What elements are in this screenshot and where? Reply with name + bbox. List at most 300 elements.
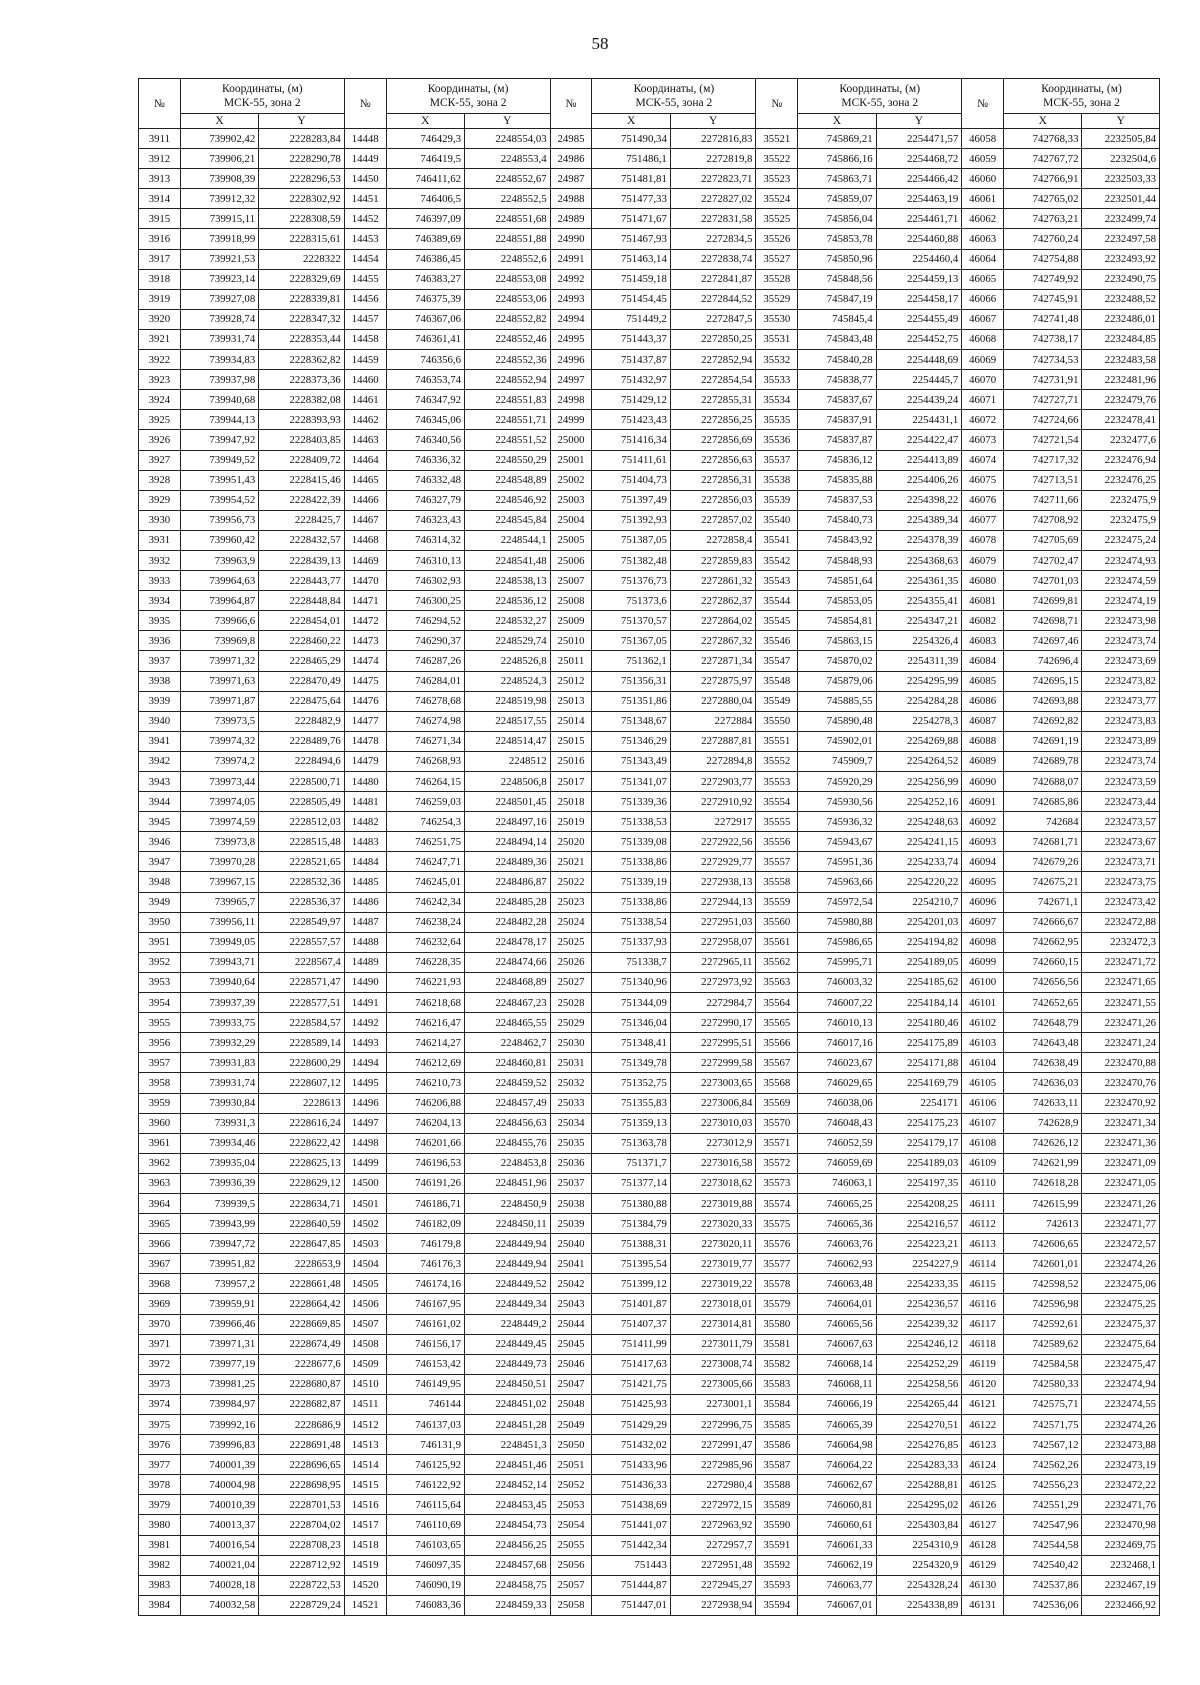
x-coordinate-cell: 751397,49 bbox=[592, 490, 670, 510]
table-row bbox=[139, 470, 1160, 490]
x-coordinate-cell: 742666,67 bbox=[1004, 912, 1082, 932]
y-coordinate-cell: 2228647,85 bbox=[259, 1234, 345, 1254]
y-coordinate-cell: 2248459,33 bbox=[465, 1595, 551, 1615]
table-row bbox=[139, 209, 1160, 229]
x-coordinate-cell: 742763,21 bbox=[1004, 209, 1082, 229]
y-coordinate-cell: 2248486,87 bbox=[465, 872, 551, 892]
x-coordinate-cell: 746356,6 bbox=[386, 350, 464, 370]
x-coordinate-cell: 745853,05 bbox=[798, 591, 876, 611]
y-header: Y bbox=[465, 114, 551, 129]
x-coordinate-cell: 746122,92 bbox=[386, 1475, 464, 1495]
y-coordinate-cell: 2248553,06 bbox=[465, 289, 551, 309]
point-number-cell: 3949 bbox=[139, 892, 181, 912]
point-number-cell: 14512 bbox=[344, 1415, 386, 1435]
table-row bbox=[139, 1053, 1160, 1073]
point-number-cell: 25042 bbox=[550, 1274, 592, 1294]
x-coordinate-cell: 742713,51 bbox=[1004, 470, 1082, 490]
point-number-cell: 3973 bbox=[139, 1374, 181, 1394]
x-coordinate-cell: 746063,76 bbox=[798, 1234, 876, 1254]
y-coordinate-cell: 2254295,99 bbox=[876, 671, 962, 691]
table-row bbox=[139, 229, 1160, 249]
point-number-cell: 3944 bbox=[139, 792, 181, 812]
point-number-cell: 14489 bbox=[344, 952, 386, 972]
y-coordinate-cell: 2254328,24 bbox=[876, 1575, 962, 1595]
x-coordinate-cell: 751407,37 bbox=[592, 1314, 670, 1334]
y-coordinate-cell: 2232471,72 bbox=[1082, 952, 1160, 972]
x-coordinate-cell: 742692,82 bbox=[1004, 711, 1082, 731]
y-coordinate-cell: 2254239,32 bbox=[876, 1314, 962, 1334]
y-coordinate-cell: 2248553,08 bbox=[465, 269, 551, 289]
x-coordinate-cell: 751339,19 bbox=[592, 872, 670, 892]
point-number-cell: 3923 bbox=[139, 370, 181, 390]
x-coordinate-cell: 746066,19 bbox=[798, 1394, 876, 1414]
x-coordinate-cell: 745837,87 bbox=[798, 430, 876, 450]
x-coordinate-cell: 751411,61 bbox=[592, 450, 670, 470]
point-number-cell: 25030 bbox=[550, 1033, 592, 1053]
y-coordinate-cell: 2228439,13 bbox=[259, 550, 345, 570]
table-row bbox=[139, 872, 1160, 892]
y-coordinate-cell: 2228470,49 bbox=[259, 671, 345, 691]
y-coordinate-cell: 2232501,44 bbox=[1082, 189, 1160, 209]
x-coordinate-cell: 746221,93 bbox=[386, 972, 464, 992]
y-coordinate-cell: 2248524,3 bbox=[465, 671, 551, 691]
x-coordinate-cell: 746345,06 bbox=[386, 410, 464, 430]
point-number-cell: 25025 bbox=[550, 932, 592, 952]
y-coordinate-cell: 2232466,92 bbox=[1082, 1595, 1160, 1615]
point-number-cell: 14468 bbox=[344, 530, 386, 550]
y-coordinate-cell: 2228682,87 bbox=[259, 1394, 345, 1414]
x-coordinate-cell: 751447,01 bbox=[592, 1595, 670, 1615]
table-row bbox=[139, 510, 1160, 530]
point-number-cell: 25057 bbox=[550, 1575, 592, 1595]
x-coordinate-cell: 739964,87 bbox=[180, 591, 258, 611]
x-coordinate-cell: 742556,23 bbox=[1004, 1475, 1082, 1495]
point-number-cell: 35539 bbox=[756, 490, 798, 510]
x-coordinate-cell: 739974,59 bbox=[180, 812, 258, 832]
y-coordinate-cell: 2228577,51 bbox=[259, 993, 345, 1013]
y-coordinate-cell: 2273008,74 bbox=[670, 1354, 756, 1374]
x-coordinate-cell: 739931,3 bbox=[180, 1113, 258, 1133]
point-number-cell: 25023 bbox=[550, 892, 592, 912]
point-number-cell: 46110 bbox=[962, 1173, 1004, 1193]
table-row bbox=[139, 1314, 1160, 1334]
point-number-cell: 25020 bbox=[550, 832, 592, 852]
x-coordinate-cell: 745936,32 bbox=[798, 812, 876, 832]
x-coordinate-cell: 746216,47 bbox=[386, 1013, 464, 1033]
x-coordinate-cell: 746083,36 bbox=[386, 1595, 464, 1615]
x-coordinate-cell: 745835,88 bbox=[798, 470, 876, 490]
table-header bbox=[139, 79, 1160, 129]
y-coordinate-cell: 2228634,71 bbox=[259, 1193, 345, 1213]
point-number-cell: 35557 bbox=[756, 852, 798, 872]
point-number-cell: 14451 bbox=[344, 189, 386, 209]
x-coordinate-cell: 742689,78 bbox=[1004, 751, 1082, 771]
y-coordinate-cell: 2232481,96 bbox=[1082, 370, 1160, 390]
y-coordinate-cell: 2272880,04 bbox=[670, 691, 756, 711]
table-row bbox=[139, 1193, 1160, 1213]
y-coordinate-cell: 2254361,35 bbox=[876, 571, 962, 591]
point-number-cell: 35548 bbox=[756, 671, 798, 691]
y-coordinate-cell: 2248532,27 bbox=[465, 611, 551, 631]
y-coordinate-cell: 2272996,75 bbox=[670, 1415, 756, 1435]
y-coordinate-cell: 2248453,45 bbox=[465, 1495, 551, 1515]
y-coordinate-cell: 2232474,26 bbox=[1082, 1415, 1160, 1435]
y-coordinate-cell: 2248449,73 bbox=[465, 1354, 551, 1374]
x-coordinate-cell: 746259,03 bbox=[386, 792, 464, 812]
y-coordinate-cell: 2228701,53 bbox=[259, 1495, 345, 1515]
x-coordinate-cell: 746254,3 bbox=[386, 812, 464, 832]
point-number-cell: 46070 bbox=[962, 370, 1004, 390]
y-coordinate-cell: 2228460,22 bbox=[259, 631, 345, 651]
point-number-cell: 14479 bbox=[344, 751, 386, 771]
x-coordinate-cell: 746238,24 bbox=[386, 912, 464, 932]
x-coordinate-cell: 739937,98 bbox=[180, 370, 258, 390]
x-coordinate-cell: 746302,93 bbox=[386, 571, 464, 591]
x-coordinate-cell: 746284,01 bbox=[386, 671, 464, 691]
y-coordinate-cell: 2228308,59 bbox=[259, 209, 345, 229]
x-coordinate-cell: 751467,93 bbox=[592, 229, 670, 249]
y-header: Y bbox=[259, 114, 345, 129]
y-coordinate-cell: 2272859,83 bbox=[670, 550, 756, 570]
table-row bbox=[139, 1254, 1160, 1274]
point-number-cell: 25018 bbox=[550, 792, 592, 812]
point-number-cell: 25009 bbox=[550, 611, 592, 631]
x-coordinate-cell: 746196,53 bbox=[386, 1153, 464, 1173]
y-coordinate-cell: 2228425,7 bbox=[259, 510, 345, 530]
point-number-cell: 25026 bbox=[550, 952, 592, 972]
point-number-cell: 35556 bbox=[756, 832, 798, 852]
point-number-cell: 14502 bbox=[344, 1214, 386, 1234]
x-coordinate-cell: 742765,02 bbox=[1004, 189, 1082, 209]
point-number-cell: 3966 bbox=[139, 1234, 181, 1254]
table-row bbox=[139, 1495, 1160, 1515]
y-coordinate-cell: 2228362,82 bbox=[259, 350, 345, 370]
point-number-cell: 3956 bbox=[139, 1033, 181, 1053]
y-coordinate-cell: 2272867,32 bbox=[670, 631, 756, 651]
point-number-cell: 25052 bbox=[550, 1475, 592, 1495]
point-number-cell: 46064 bbox=[962, 249, 1004, 269]
x-coordinate-cell: 742636,03 bbox=[1004, 1073, 1082, 1093]
point-number-cell: 35577 bbox=[756, 1254, 798, 1274]
point-number-cell: 24996 bbox=[550, 350, 592, 370]
x-coordinate-cell: 742679,26 bbox=[1004, 852, 1082, 872]
table-row bbox=[139, 1234, 1160, 1254]
y-coordinate-cell: 2248451,3 bbox=[465, 1435, 551, 1455]
y-coordinate-cell: 2228302,92 bbox=[259, 189, 345, 209]
y-coordinate-cell: 2254468,72 bbox=[876, 149, 962, 169]
y-coordinate-cell: 2273019,22 bbox=[670, 1274, 756, 1294]
point-number-cell: 24985 bbox=[550, 129, 592, 149]
y-coordinate-cell: 2232473,77 bbox=[1082, 691, 1160, 711]
point-number-cell: 14516 bbox=[344, 1495, 386, 1515]
point-number-cell: 3925 bbox=[139, 410, 181, 430]
point-number-cell: 3926 bbox=[139, 430, 181, 450]
x-coordinate-cell: 745836,12 bbox=[798, 450, 876, 470]
y-coordinate-cell: 2248459,52 bbox=[465, 1073, 551, 1093]
y-coordinate-cell: 2248449,34 bbox=[465, 1294, 551, 1314]
point-number-cell: 46106 bbox=[962, 1093, 1004, 1113]
point-number-cell: 46126 bbox=[962, 1495, 1004, 1515]
y-coordinate-cell: 2228661,48 bbox=[259, 1274, 345, 1294]
table-row bbox=[139, 932, 1160, 952]
x-coordinate-cell: 746247,71 bbox=[386, 852, 464, 872]
point-number-cell: 14476 bbox=[344, 691, 386, 711]
x-coordinate-cell: 739957,2 bbox=[180, 1274, 258, 1294]
y-coordinate-cell: 2254463,19 bbox=[876, 189, 962, 209]
point-number-cell: 3947 bbox=[139, 852, 181, 872]
x-coordinate-cell: 751443 bbox=[592, 1555, 670, 1575]
y-coordinate-cell: 2254236,57 bbox=[876, 1294, 962, 1314]
y-coordinate-cell: 2228475,64 bbox=[259, 691, 345, 711]
y-coordinate-cell: 2248501,45 bbox=[465, 792, 551, 812]
point-number-cell: 35576 bbox=[756, 1234, 798, 1254]
x-coordinate-cell: 745943,67 bbox=[798, 832, 876, 852]
table-row bbox=[139, 410, 1160, 430]
x-coordinate-cell: 739931,83 bbox=[180, 1053, 258, 1073]
point-number-cell: 14459 bbox=[344, 350, 386, 370]
point-number-cell: 14499 bbox=[344, 1153, 386, 1173]
x-coordinate-cell: 746090,19 bbox=[386, 1575, 464, 1595]
x-coordinate-cell: 742698,71 bbox=[1004, 611, 1082, 631]
x-coordinate-cell: 746149,95 bbox=[386, 1374, 464, 1394]
x-coordinate-cell: 745951,36 bbox=[798, 852, 876, 872]
x-coordinate-cell: 746375,39 bbox=[386, 289, 464, 309]
y-coordinate-cell: 2228422,39 bbox=[259, 490, 345, 510]
point-number-cell: 3974 bbox=[139, 1394, 181, 1414]
point-number-cell: 3983 bbox=[139, 1575, 181, 1595]
y-coordinate-cell: 2228600,29 bbox=[259, 1053, 345, 1073]
y-coordinate-cell: 2228677,6 bbox=[259, 1354, 345, 1374]
point-number-cell: 25028 bbox=[550, 993, 592, 1013]
point-number-cell: 14462 bbox=[344, 410, 386, 430]
point-number-cell: 46093 bbox=[962, 832, 1004, 852]
x-coordinate-cell: 742567,12 bbox=[1004, 1435, 1082, 1455]
y-coordinate-cell: 2248468,89 bbox=[465, 972, 551, 992]
y-coordinate-cell: 2228505,49 bbox=[259, 792, 345, 812]
point-number-cell: 3964 bbox=[139, 1193, 181, 1213]
point-number-cell: 14519 bbox=[344, 1555, 386, 1575]
x-coordinate-cell: 745869,21 bbox=[798, 129, 876, 149]
point-number-cell: 3920 bbox=[139, 309, 181, 329]
point-number-cell: 46109 bbox=[962, 1153, 1004, 1173]
table-row bbox=[139, 189, 1160, 209]
num-header: № bbox=[962, 79, 1004, 129]
point-number-cell: 35568 bbox=[756, 1073, 798, 1093]
y-coordinate-cell: 2228589,14 bbox=[259, 1033, 345, 1053]
y-coordinate-cell: 2248456,25 bbox=[465, 1535, 551, 1555]
y-coordinate-cell: 2248551,71 bbox=[465, 410, 551, 430]
y-coordinate-cell: 2254288,81 bbox=[876, 1475, 962, 1495]
y-coordinate-cell: 2248455,76 bbox=[465, 1133, 551, 1153]
x-coordinate-cell: 739960,42 bbox=[180, 530, 258, 550]
y-coordinate-cell: 2273019,77 bbox=[670, 1254, 756, 1274]
y-coordinate-cell: 2228704,02 bbox=[259, 1515, 345, 1535]
x-coordinate-cell: 751463,14 bbox=[592, 249, 670, 269]
table-row bbox=[139, 1374, 1160, 1394]
x-coordinate-cell: 742749,92 bbox=[1004, 269, 1082, 289]
point-number-cell: 46099 bbox=[962, 952, 1004, 972]
point-number-cell: 46097 bbox=[962, 912, 1004, 932]
y-coordinate-cell: 2248550,29 bbox=[465, 450, 551, 470]
point-number-cell: 46066 bbox=[962, 289, 1004, 309]
table-row bbox=[139, 711, 1160, 731]
x-coordinate-cell: 739944,13 bbox=[180, 410, 258, 430]
point-number-cell: 46120 bbox=[962, 1374, 1004, 1394]
point-number-cell: 46090 bbox=[962, 772, 1004, 792]
y-coordinate-cell: 2254413,89 bbox=[876, 450, 962, 470]
point-number-cell: 14483 bbox=[344, 832, 386, 852]
point-number-cell: 14506 bbox=[344, 1294, 386, 1314]
x-coordinate-cell: 745840,28 bbox=[798, 350, 876, 370]
point-number-cell: 14482 bbox=[344, 812, 386, 832]
point-number-cell: 46077 bbox=[962, 510, 1004, 530]
y-coordinate-cell: 2228403,85 bbox=[259, 430, 345, 450]
x-coordinate-cell: 746206,88 bbox=[386, 1093, 464, 1113]
table-row bbox=[139, 289, 1160, 309]
point-number-cell: 35582 bbox=[756, 1354, 798, 1374]
point-number-cell: 35565 bbox=[756, 1013, 798, 1033]
y-coordinate-cell: 2272951,48 bbox=[670, 1555, 756, 1575]
point-number-cell: 14494 bbox=[344, 1053, 386, 1073]
x-coordinate-cell: 751343,49 bbox=[592, 751, 670, 771]
y-coordinate-cell: 2254461,71 bbox=[876, 209, 962, 229]
y-coordinate-cell: 2232470,92 bbox=[1082, 1093, 1160, 1113]
table-row bbox=[139, 249, 1160, 269]
y-coordinate-cell: 2272858,4 bbox=[670, 530, 756, 550]
point-number-cell: 14450 bbox=[344, 169, 386, 189]
y-coordinate-cell: 2228482,9 bbox=[259, 711, 345, 731]
x-coordinate-cell: 742626,12 bbox=[1004, 1133, 1082, 1153]
x-coordinate-cell: 751359,13 bbox=[592, 1113, 670, 1133]
y-coordinate-cell: 2232493,92 bbox=[1082, 249, 1160, 269]
y-coordinate-cell: 2232471,55 bbox=[1082, 993, 1160, 1013]
point-number-cell: 46060 bbox=[962, 169, 1004, 189]
point-number-cell: 24993 bbox=[550, 289, 592, 309]
y-coordinate-cell: 2228494,6 bbox=[259, 751, 345, 771]
x-coordinate-cell: 740004,98 bbox=[180, 1475, 258, 1495]
x-coordinate-cell: 751449,2 bbox=[592, 309, 670, 329]
point-number-cell: 3958 bbox=[139, 1073, 181, 1093]
point-number-cell: 35532 bbox=[756, 350, 798, 370]
x-coordinate-cell: 746314,32 bbox=[386, 530, 464, 550]
y-coordinate-cell: 2272973,92 bbox=[670, 972, 756, 992]
point-number-cell: 14461 bbox=[344, 390, 386, 410]
y-coordinate-cell: 2232470,76 bbox=[1082, 1073, 1160, 1093]
y-coordinate-cell: 2248552,46 bbox=[465, 329, 551, 349]
x-coordinate-cell: 746271,34 bbox=[386, 731, 464, 751]
point-number-cell: 25051 bbox=[550, 1455, 592, 1475]
point-number-cell: 46061 bbox=[962, 189, 1004, 209]
point-number-cell: 25032 bbox=[550, 1073, 592, 1093]
point-number-cell: 25045 bbox=[550, 1334, 592, 1354]
point-number-cell: 14508 bbox=[344, 1334, 386, 1354]
x-coordinate-cell: 751363,78 bbox=[592, 1133, 670, 1153]
point-number-cell: 46125 bbox=[962, 1475, 1004, 1495]
y-coordinate-cell: 2232468,1 bbox=[1082, 1555, 1160, 1575]
table-row bbox=[139, 691, 1160, 711]
point-number-cell: 14515 bbox=[344, 1475, 386, 1495]
y-coordinate-cell: 2228500,71 bbox=[259, 772, 345, 792]
x-coordinate-cell: 742598,52 bbox=[1004, 1274, 1082, 1294]
point-number-cell: 35555 bbox=[756, 812, 798, 832]
point-number-cell: 46124 bbox=[962, 1455, 1004, 1475]
y-coordinate-cell: 2272847,5 bbox=[670, 309, 756, 329]
y-coordinate-cell: 2254264,52 bbox=[876, 751, 962, 771]
x-coordinate-cell: 745848,93 bbox=[798, 550, 876, 570]
x-coordinate-cell: 746144 bbox=[386, 1394, 464, 1414]
y-coordinate-cell: 2254398,22 bbox=[876, 490, 962, 510]
point-number-cell: 3968 bbox=[139, 1274, 181, 1294]
x-coordinate-cell: 739928,74 bbox=[180, 309, 258, 329]
x-coordinate-cell: 746063,77 bbox=[798, 1575, 876, 1595]
x-coordinate-cell: 751387,05 bbox=[592, 530, 670, 550]
x-coordinate-cell: 746274,98 bbox=[386, 711, 464, 731]
y-coordinate-cell: 2228532,36 bbox=[259, 872, 345, 892]
point-number-cell: 3918 bbox=[139, 269, 181, 289]
x-coordinate-cell: 751432,02 bbox=[592, 1435, 670, 1455]
point-number-cell: 14475 bbox=[344, 671, 386, 691]
point-number-cell: 24987 bbox=[550, 169, 592, 189]
table-row bbox=[139, 1354, 1160, 1374]
point-number-cell: 25046 bbox=[550, 1354, 592, 1374]
point-number-cell: 3961 bbox=[139, 1133, 181, 1153]
y-coordinate-cell: 2228557,57 bbox=[259, 932, 345, 952]
y-coordinate-cell: 2232475,9 bbox=[1082, 490, 1160, 510]
y-coordinate-cell: 2254311,39 bbox=[876, 651, 962, 671]
point-number-cell: 35564 bbox=[756, 993, 798, 1013]
y-coordinate-cell: 2228432,57 bbox=[259, 530, 345, 550]
y-coordinate-cell: 2248465,55 bbox=[465, 1013, 551, 1033]
point-number-cell: 3935 bbox=[139, 611, 181, 631]
x-coordinate-cell: 745837,53 bbox=[798, 490, 876, 510]
y-coordinate-cell: 2228729,24 bbox=[259, 1595, 345, 1615]
point-number-cell: 3969 bbox=[139, 1294, 181, 1314]
x-coordinate-cell: 745838,77 bbox=[798, 370, 876, 390]
y-coordinate-cell: 2232473,75 bbox=[1082, 872, 1160, 892]
y-coordinate-cell: 2232473,44 bbox=[1082, 792, 1160, 812]
y-coordinate-cell: 2254295,02 bbox=[876, 1495, 962, 1515]
x-coordinate-cell: 746419,5 bbox=[386, 149, 464, 169]
point-number-cell: 14493 bbox=[344, 1033, 386, 1053]
point-number-cell: 3950 bbox=[139, 912, 181, 932]
point-number-cell: 35593 bbox=[756, 1575, 798, 1595]
point-number-cell: 35589 bbox=[756, 1495, 798, 1515]
x-coordinate-cell: 745851,64 bbox=[798, 571, 876, 591]
x-coordinate-cell: 746191,26 bbox=[386, 1173, 464, 1193]
x-coordinate-cell: 739902,42 bbox=[180, 129, 258, 149]
num-header: № bbox=[756, 79, 798, 129]
x-coordinate-cell: 751348,41 bbox=[592, 1033, 670, 1053]
x-coordinate-cell: 739935,04 bbox=[180, 1153, 258, 1173]
x-coordinate-cell: 739973,5 bbox=[180, 711, 258, 731]
y-coordinate-cell: 2232473,67 bbox=[1082, 832, 1160, 852]
point-number-cell: 35551 bbox=[756, 731, 798, 751]
point-number-cell: 3980 bbox=[139, 1515, 181, 1535]
y-coordinate-cell: 2254184,14 bbox=[876, 993, 962, 1013]
y-coordinate-cell: 2228489,76 bbox=[259, 731, 345, 751]
x-coordinate-cell: 751373,6 bbox=[592, 591, 670, 611]
point-number-cell: 46085 bbox=[962, 671, 1004, 691]
point-number-cell: 35550 bbox=[756, 711, 798, 731]
x-coordinate-cell: 745863,71 bbox=[798, 169, 876, 189]
num-header: № bbox=[139, 79, 181, 129]
point-number-cell: 25013 bbox=[550, 691, 592, 711]
x-coordinate-cell: 739940,64 bbox=[180, 972, 258, 992]
y-coordinate-cell: 2273020,33 bbox=[670, 1214, 756, 1234]
y-coordinate-cell: 2248453,8 bbox=[465, 1153, 551, 1173]
point-number-cell: 24988 bbox=[550, 189, 592, 209]
x-coordinate-cell: 742656,56 bbox=[1004, 972, 1082, 992]
